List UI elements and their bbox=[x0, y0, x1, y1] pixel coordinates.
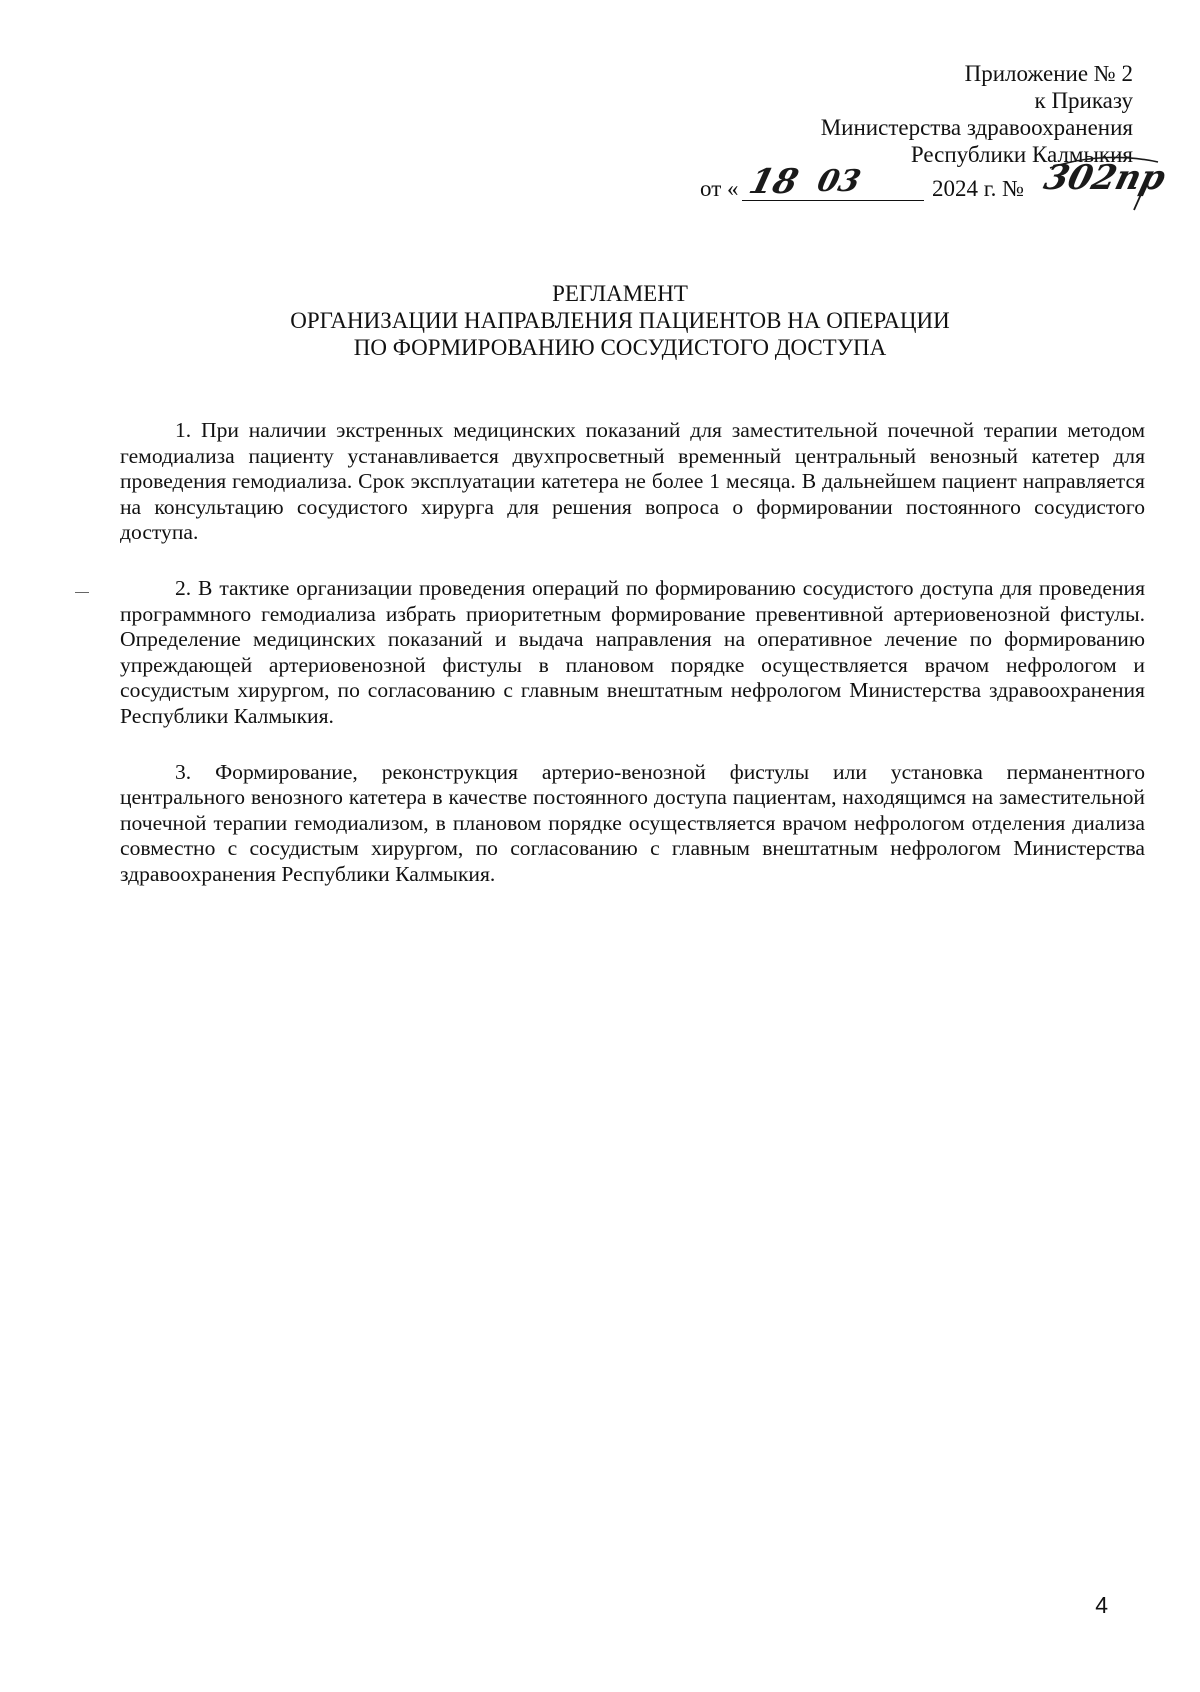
margin-mark bbox=[75, 592, 89, 593]
appendix-republic: Республики Калмыкия bbox=[910, 142, 1133, 167]
page-number: 4 bbox=[1095, 1592, 1108, 1618]
month-underline bbox=[824, 200, 924, 201]
order-date-line bbox=[700, 158, 1170, 212]
title-line-3: ПО ФОРМИРОВАНИЮ СОСУДИСТОГО ДОСТУПА bbox=[353, 335, 887, 360]
date-prefix: от « bbox=[700, 176, 739, 201]
handwritten-month: 03 bbox=[813, 164, 865, 199]
appendix-ministry: Министерства здравоохранения bbox=[820, 115, 1133, 140]
title-regulation: РЕГЛАМЕНТ bbox=[552, 281, 688, 306]
paragraph-2: 2. В тактике организации проведения операций по формированию сосудистого доступа для проведения программного гемодиализа избрать приоритетным формирование превентивной артериовенозной фистулы. Определение медицинских показаний и выдача направления на оперативное лечение по формированию упреждающей артериовенозной фистулы в плановом порядке осуществляется врачом нефрологом и сосудистым хирургом, по согласованию с главным внештатным нефрологом Министерства здравоохранения Республики Калмыкия. bbox=[120, 575, 1145, 728]
handwritten-day: 18 bbox=[745, 162, 803, 202]
paragraph-1: 1. При наличии экстренных медицинских показаний для заместительной почечной терапии методом гемодиализа пациенту устанавливается двухпросветный временный центральный венозный катетер для проведения гемодиализа. Срок эксплуатации катетера не более 1 месяца. В дальнейшем пациент направляется на консультацию сосудистого хирурга для решения вопроса о формировании постоянного сосудистого доступа. bbox=[120, 418, 1145, 545]
document-title bbox=[120, 280, 1120, 361]
document-body bbox=[120, 418, 1145, 918]
paragraph-3: 3. Формирование, реконструкция артерио-венозной фистулы или установка перманентного центрального венозного катетера в качестве постоянного доступа пациентам, находящимся на заместительной почечной терапии гемодиализом, в плановом порядке осуществляется врачом нефрологом отделения диализа совместно с сосудистым хирургом, по согласованию с главным внештатным нефрологом Министерства здравоохранения Республики Калмыкия. bbox=[120, 759, 1145, 886]
signature-flourish-icon bbox=[1030, 144, 1170, 224]
appendix-number: Приложение № 2 bbox=[964, 61, 1133, 86]
title-line-2: ОРГАНИЗАЦИИ НАПРАВЛЕНИЯ ПАЦИЕНТОВ НА ОПЕРАЦИИ bbox=[290, 308, 950, 333]
appendix-order-ref: к Приказу bbox=[1034, 88, 1133, 113]
date-year-text: 2024 г. № bbox=[932, 176, 1025, 201]
handwritten-order-number: 302пр bbox=[1040, 158, 1170, 198]
